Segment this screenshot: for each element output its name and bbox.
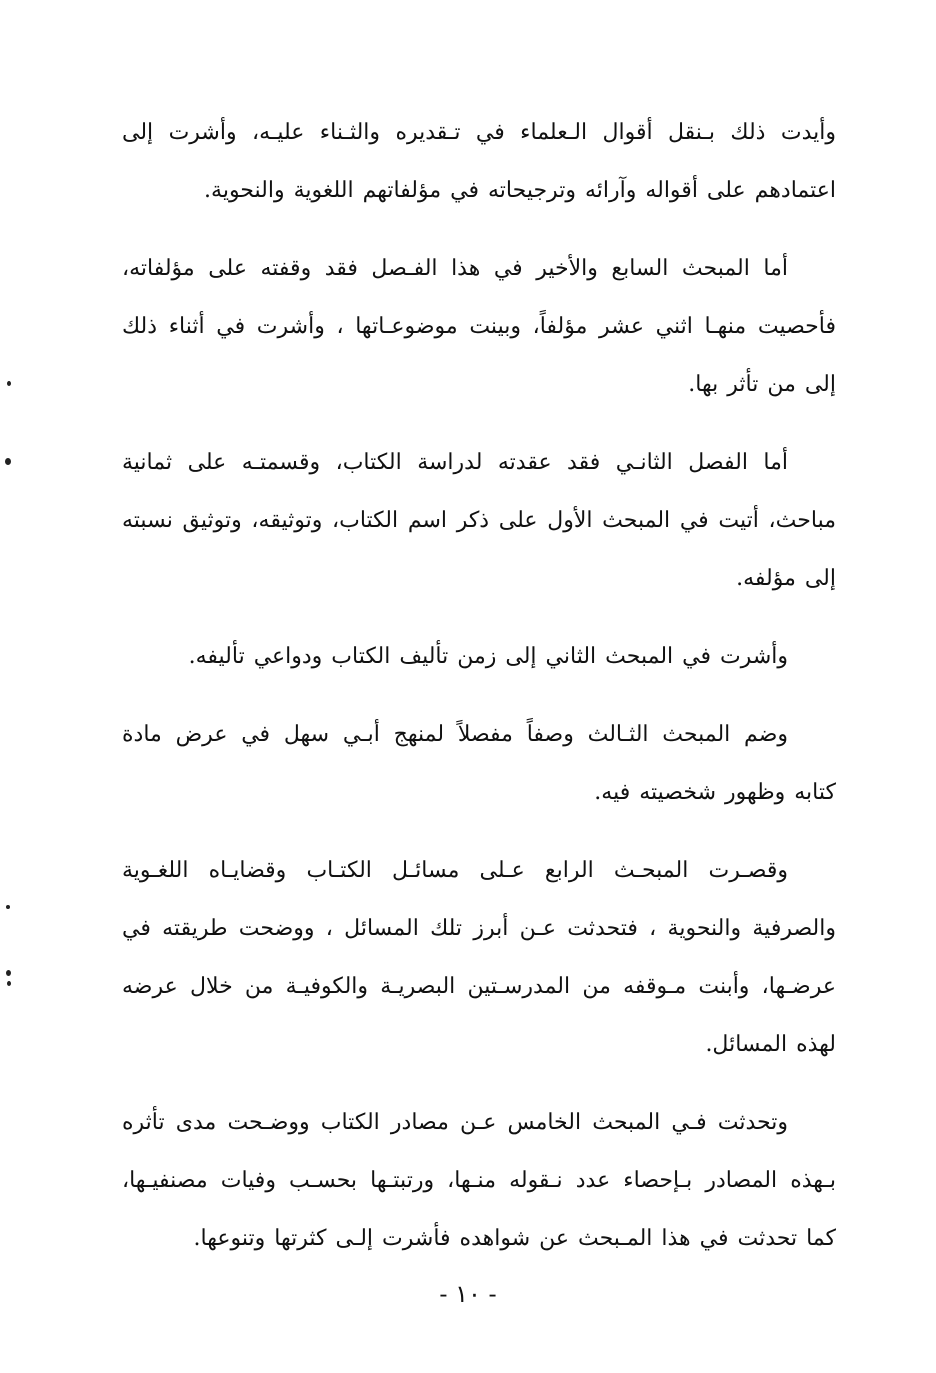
page-number: - ١٠ -	[439, 1280, 497, 1308]
paragraph: أما الفصل الثانـي فقد عقدته لدراسة الكتاب، وقسمتـه على ثمانية مباحث، أتيت في المبحث الأول على ذكر اسم الكتاب، وتوثيقه، وتوثيق نسبته إلى مؤلفه.	[122, 450, 836, 591]
paragraph: وضم المبحث الثـالث وصفاً مفصلاً لمنهج أبـي سهل في عرض مادة كتابه وظهور شخصيته فيه.	[122, 722, 836, 805]
scan-speck	[5, 458, 11, 465]
paragraph: وأشرت في المبحث الثاني إلى زمن تأليف الكتاب ودواعي تأليفه.	[188, 644, 788, 669]
body-text	[122, 104, 836, 1288]
paragraph: وأيدت ذلك بـنقل أقوال الـعلماء في تـقديره والثـناء عليـه، وأشرت إلى اعتمادهم على أقواله وآرائه وترجيحاته في مؤلفاتهم اللغوية والنحوية.	[122, 120, 836, 203]
scan-speck	[7, 981, 11, 986]
scan-speck	[6, 970, 11, 976]
scan-speck	[6, 905, 10, 909]
paragraph: وتحدثت فـي المبحث الخامس عـن مصادر الكتاب ووضـحت مدى تأثره بـهذه المصادر بـإحصاء عدد نـقوله منـها، ورتبتـها بحسـب وفيات مصنفيـها، كما تحدثت في هذا المـبحث عن شواهده فأشرت إلـى كثرتها وتنوعها.	[122, 1110, 836, 1251]
scan-speck	[7, 381, 11, 386]
paragraph: وقصـرت المبحـث الرابع عـلى مسائـل الكتـاب وقضايـاه اللغـوية والصرفية والنحوية ، فتحدثت عـن أبرز تلك المسائل ، ووضحت طريقته في عرضـها، وأبنت مـوقفه من المدرسـتين البصريـة والكوفيـة من خلال عرضه لهذه المسائل.	[122, 858, 836, 1057]
paragraph: أما المبحث السابع والأخير في هذا الفـصل فقد وقفته على مؤلفاته، فأحصيت منهـا اثني عشر مؤلفاً، وبينت موضوعـاتها ، وأشرت في أثناء ذلك إلى من تأثر بها.	[122, 256, 836, 397]
